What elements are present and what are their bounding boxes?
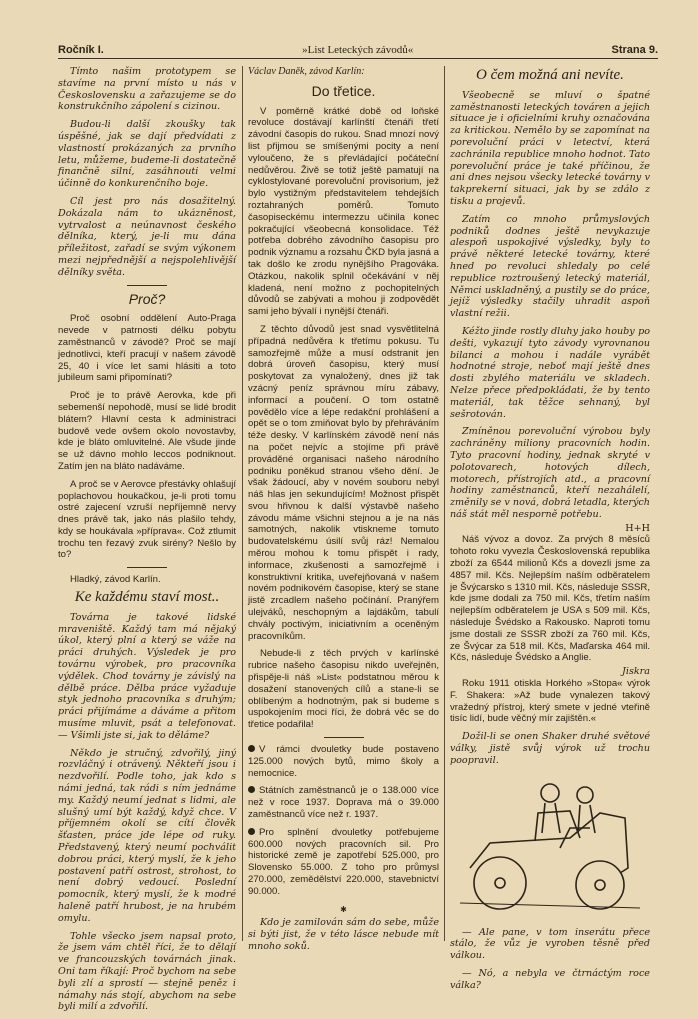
bullet-item: [248, 744, 439, 779]
volume-label: Ročník I.: [58, 44, 104, 56]
publication-title: »List Leteckých závodů«: [302, 44, 414, 56]
paragraph: Kdo je zamilován sám do sebe, může si býti jist, že v této lásce nebude mít mnoho soků.: [248, 917, 439, 952]
paragraph: Budou-li další zkoušky tak úspěšné, jak se dají předvídati z vlastností prokázaných za prvního letu, můžeme, budeme-li dostatečně finančně silní, zasáhnouti velmi účinně do konkurenčního boje.: [58, 119, 236, 190]
paragraph: Zatím co mnoho průmyslových podniků dodnes ještě nevykazuje alespoň uspokojivé výsledky, byly to právě některé letecké továrny, které hned po revoluci shledaly po celé republice roztroušený letecký materiál, Němci uskladněný, a pustily se do práce, jejíž výsledky stačily uhradit aspoň vlastní režii.: [450, 213, 650, 320]
cartoon-illustration: [450, 773, 650, 923]
bullet-text: Pro splnění dvouletky potřebujeme 600.000 nových pracovních sil. Pro historické země je zapotřebí 525.000, pro Slovensko 55.000. Z toho pro průmysl 270.000, zemědělství 220.000, stavebnictví 90.000.: [248, 826, 439, 897]
paragraph: Z těchto důvodů jest snad vysvětlitelná případná nedůvěra k třetímu pokusu. Tu samozřejmě může a musí odstranit jen dobrá úroveň časopisu, který musí poskytovat za vynaložený, dnes již tak vzácný peníz správnou míru zábavy, informací a poučení. O tom ostatně povědělo více a lépe redakční prohlášení a opět se o tom zmiňovat bylo by přehráváním téže desky. V karlínském závodě není nás na počet nejvíc a stojíme při právě prováděné organisaci našeho národního podniku poněkud stranou všeho dění. Je však žádoucí, aby v novém souboru nebyl náš hlas jen sekundujícím! Možnost přispět svou hřivnou k další výstavbě našeho závodu máme všichni stejnou a je na nás samotných, nakolik vtiskneme tomuto budovatelskému úsilí svůj ráz! Nemalou měrou mohou k tomu přispět i rady, informace, zkušenosti a samozřejmě i konstruktivní kritika, uveřejňovaná v našem novém podnikovém časopise, který se stane jistě zrcadlem našeho počínání. Pranýřem ulejváků, neschopným a lajdákům, tabulí chvály poctivým, iniciativním a oceněným pracovníkům.: [248, 323, 439, 642]
byline: Hladký, závod Karlín.: [70, 574, 161, 586]
paragraph: Tímto našim prototypem se stavíme na první místo u nás v Československu a zařazujeme se do konstrukčního zápolení s cizinou.: [58, 66, 236, 113]
heading-proc: Proč?: [128, 290, 166, 307]
divider: [127, 567, 167, 568]
column-left: [58, 66, 236, 1019]
paragraph: Cíl jest pro nás dosažitelný. Dokázala nám to ukázněnost, vytrvalost a neúnavnost českého dělníka, který, je-li mu dána příležitost, zařadí se svým výkonem mezi nejpřednější a nejspolehlivější dělníky světa.: [58, 195, 236, 278]
star-ornament: ✱: [340, 904, 347, 914]
paragraph: Proč osobní oddělení Auto-Praga nevede v patrnosti délku pobytu zaměstnanců v závodě? Proč se mají jednotlivci, kteří pracují v našem závodě 25, 40 i více let sami hlásiti a toto jubileum sami připomínati?: [58, 313, 236, 384]
column-right: [450, 66, 650, 998]
bullet-icon: [248, 745, 255, 752]
article-title: Do třetice.: [311, 82, 376, 99]
header-rule: [58, 58, 658, 59]
bullet-icon: [248, 786, 255, 793]
paragraph: Nebude-li z těch prvých v karlínské rubrice našeho časopisu nikdo uveřejněn, přispěje-li náš »List« podstatnou měrou k dosažení stanovených cílů a stane-li se oblíbeným a hodnotným, pak si budeme s uspokojením moci říci, že dobrá věc se do třetice podařila!: [248, 648, 439, 731]
heading-most: Ke každému staví most..: [74, 589, 220, 606]
page-number: Strana 9.: [611, 44, 658, 56]
column-divider: [242, 66, 243, 941]
paragraph: Náš vývoz a dovoz. Za prvých 8 měsíců tohoto roku vyvezla Československá republika zboží za 6544 milionů Kčs a dovezli jsme za 4857 mil. Kčs. Nejlepším naším odběratelem je Švýcarsko s 1310 mil. Kčs, následuje SSSR, kde jsme dodali za 750 mil. Kčs, třetím naším nejlepším odběratelem je USA s 509 mil. Kčs, následuje Švédsko a Rakousko. Naproti tomu jsme dostali ze SSSR zboží za 760 mil. Kčs, ze Švýcar za 518 mil. Kčs, Maďarska 464 mil. Kčs, následuje Švédsko a Anglie.: [450, 534, 650, 664]
paragraph: Všeobecně se mluví o špatné zaměstnanosti leteckých továren a jejich situace je i oficielními kruhy označována za kritickou. Nemělo by se zapomínat na porevoluční práci v letectví, která zachránila republice mnoho hodnot. Tato porevoluční práce je také příčinou, že ani dnes nejsou všecky letecké továrny v takprekerní situaci, jak by se zdálo z tisku a projevů.: [450, 89, 650, 207]
article-title: O čem možná ani nevíte.: [476, 67, 624, 83]
cartoon-caption: — Nó, a nebyla ve čtrnáctým roce válka?: [450, 968, 650, 991]
paragraph: Tohle všecko jsem napsal proto, že jsem vám chtěl říci, že to dělají ve francouzských továrnách jinak. Oni tam říkají: Proč bychom na sebe byli zlí a sprostí — stejně peněz i námahy nás stojí, abychom na sebe byli milí a zdvořilí.: [58, 930, 236, 1013]
cartoon-caption: — Ale pane, v tom inserátu přece stálo, že vůz je vyroben těsně před válkou.: [450, 926, 650, 962]
paragraph: Kéžto jinde rostly dluhy jako houby po dešti, vykazují tyto závody vyrovnanou bilanci a mohou i nadále vyrábět hodnotné stroje, neboť mají ještě dnes dosti zbylého materiálu ve skladech. Nelze přece předpokládati, že by tento materiál, tak těžce sehnaný, byl sešrotován.: [450, 325, 650, 420]
bullet-item: [248, 785, 439, 820]
paragraph: Proč je to právě Aerovka, kde při sebemenší nepohodě, musí se lidé brodit blátem? Hlavní cesta k administraci budově vede ovšem okolo novostavby, kde je bláto omluvitelné. Ale všude jinde se už dávno mohlo leccos podniknout. Zatím jen na bláto nadáváme.: [58, 390, 236, 472]
column-divider: [444, 66, 445, 941]
car-cartoon-icon: [450, 773, 650, 923]
paragraph: Zmíněnou porevoluční výrobou byly zachráněny miliony pracovních hodin. Tyto pracovní hodiny, jednak skryté v polotovarech, hotových dílech, motorech, přístrojích atd., a pracovní hodiny zaměstnanců, kteří nezahálelí, změnily se v nová, dobrá letadla, kterých náš stát měl nesporně potřebu.: [450, 426, 650, 520]
paragraph: Továrna je takové lidské mraveniště. Každý tam má nějaký úkol, který plní a který se váže na práci druhých. Výsledek je pro továrnu výrobek, pro pracovníka výdělek. Chod továrny je závislý na dělbě práce. Dělba práce vyžaduje styk jednoho pracovníka s druhým; práci přijímáme a dáváme a přitom musíme mluvit, psát a telefonovat. — Všimli jste si, jak to děláme?: [58, 611, 236, 741]
signature: Jiskra: [622, 666, 650, 678]
divider: [127, 285, 167, 286]
column-middle: [248, 66, 439, 959]
byline: Václav Daněk, závod Karlín:: [248, 66, 365, 77]
paragraph: Dožil-li se onen Shaker druhé světové války, jistě svůj výrok už trochu poopravil.: [450, 731, 650, 766]
paragraph: A proč se v Aerovce přestávky ohlašují poplachovou houkačkou, je-li proti tomu ostré zajecení vzruší nepříjemně nervy dnes právě tak, jako nás plašilo tehdy, kdy se houkávala »příprava«. Což ztlumit trochu ten řezavý zvuk sirény? Nešlo by to?: [58, 478, 236, 561]
signature: H+H: [625, 522, 650, 534]
page-header: [58, 38, 658, 56]
bullet-item: [248, 827, 439, 898]
bullet-text: V rámci dvouletky bude postaveno 125.000 nových bytů, mimo školy a nemocnice.: [248, 744, 439, 779]
bullet-text: Státních zaměstnanců je o 138.000 více než v roce 1937. Doprava má o 39.000 zaměstnanců více než r. 1937.: [248, 785, 439, 821]
paragraph: V poměrně krátké době od loňské revoluce dostávají karlínští čtenáři třetí závodní časopis do rukou. Snad mnozí nový list přijmou se smíšenými pocity a není vyloučeno, že s převládající počáteční nedůvěrou. Živě se totiž ještě pamatují na cyklostylované porevoluční provisorium, jež bylo vystižným představitelem tehdejších roztahraných poměrů. Tomuto časopiseckému intermezzu učinila konec pokračující všeobecná konsolidace. Též potřeba dobrého závodního časopisu pro podnik významu a rozsahu ČKD byla jasná a tak došlo ke zrodu nynějšího Pragováka. Otázkou, nakolik splnil očekávání v něj kladená, není možno z pochopitelných důvodů se zabývati a mohou ji zodpovědět sami jeho bývalí i nynější čtenáři.: [248, 105, 439, 318]
bullet-icon: [248, 828, 255, 835]
paragraph: Někdo je stručný, zdvořilý, jiný rozvláčný i otrávený. Někteří jsou i nezdvořilí. Podle toho, jak kdo s námi jedná, tak rádi s ním jednáme my. Každý neumí jednat s lidmi, ale slušný umí být každý, když chce. V příjemném okolí se cítí člověk šťasten, práce jde lépe od ruky. Představený, který neumí pochválit dobrou práci, který myslí, že k jeho postavení patří ostrost, strohost, to není dobrý vedoucí. Poslední pomocník, který myslí, že k modré haleně patří hrubost, je na hrubém omylu.: [58, 747, 236, 924]
paragraph: Roku 1911 otiskla Horkého »Stopa« výrok F. Shakera: »Až bude vynalezen takový vražedný přístroj, který smete v jedné vteřině tisíc lidí, bude věčný mír zajištěn.«: [450, 678, 650, 725]
divider: [324, 737, 364, 738]
